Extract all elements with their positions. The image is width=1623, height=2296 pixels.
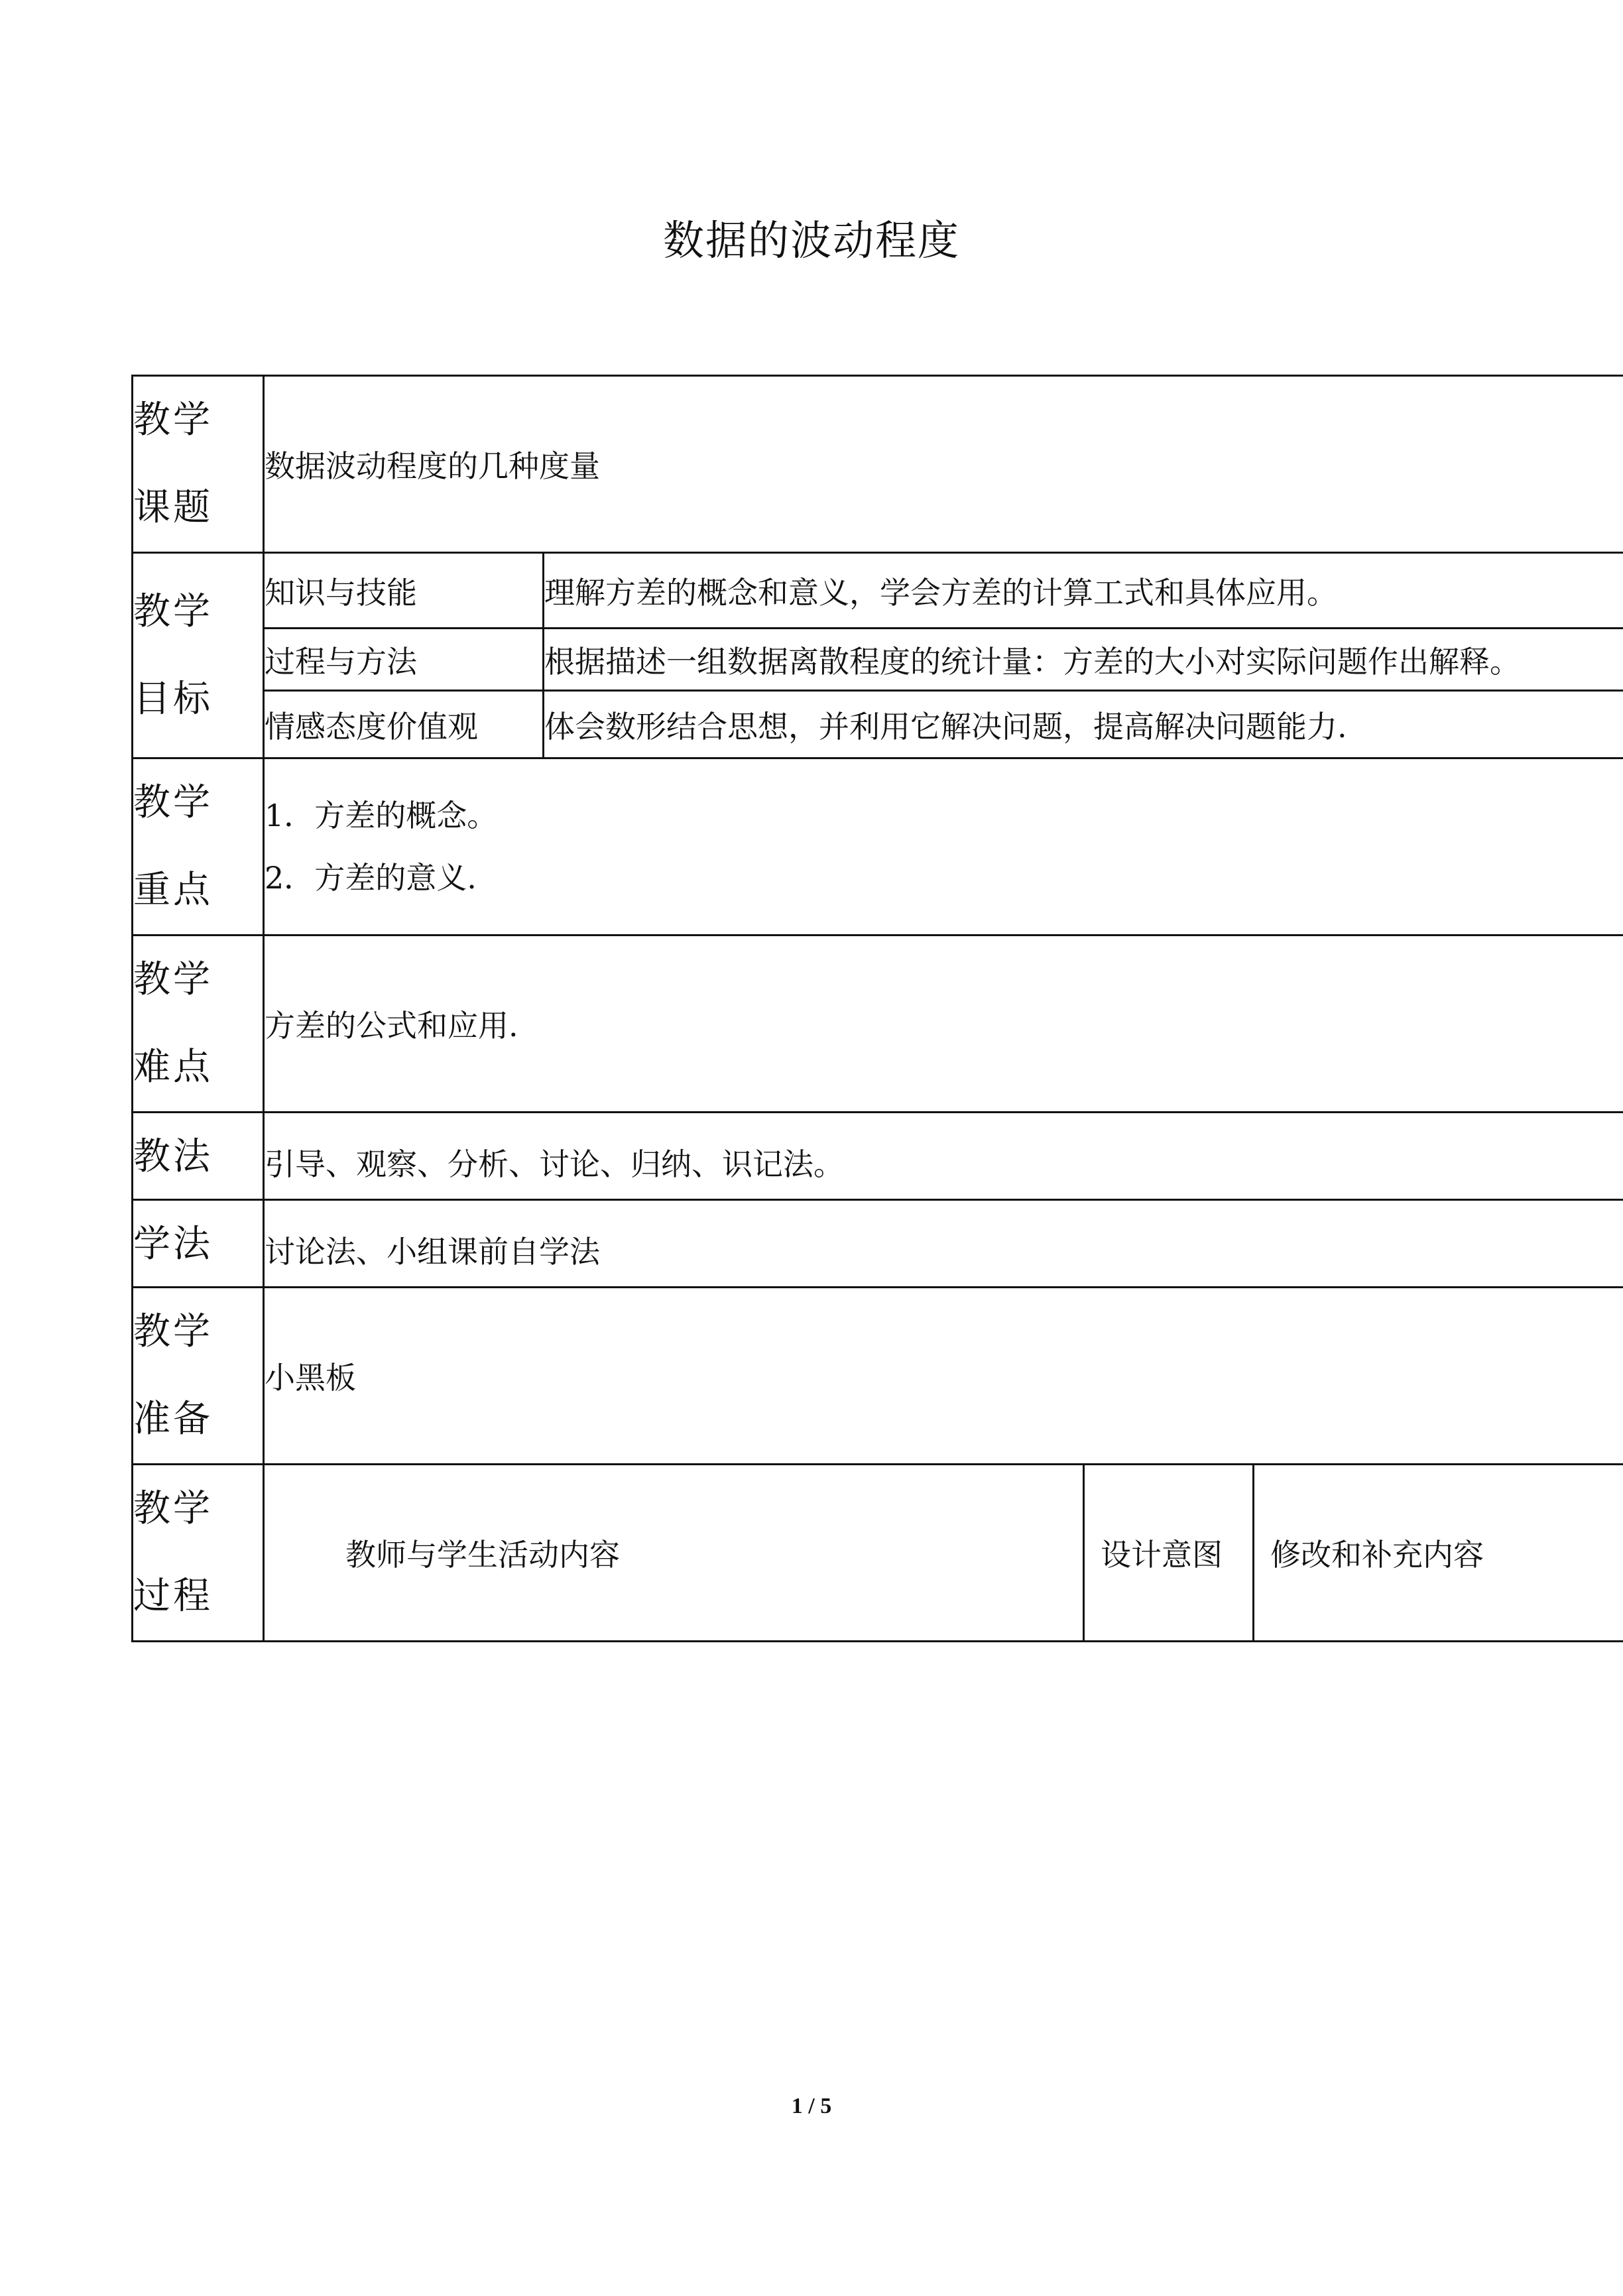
lesson-plan-table	[131, 375, 1623, 1642]
difficulties-label	[133, 936, 264, 1113]
goals-label-line2: 目标	[133, 677, 213, 721]
key-points-label	[133, 758, 264, 936]
key-points-row	[133, 758, 1623, 936]
topic-label-line2: 课题	[133, 486, 213, 529]
process-intent-header: 设计意图	[1084, 1465, 1254, 1642]
process-revision-header: 修改和补充内容	[1254, 1465, 1623, 1642]
goal-text-knowledge: 理解方差的概念和意义，学会方差的计算工式和具体应用。	[544, 553, 1623, 629]
key-point-item: 1．方差的概念。	[265, 798, 498, 833]
learning-method-label: 学法	[133, 1200, 264, 1288]
goal-row-attitude	[133, 691, 1623, 758]
preparation-label-line1: 教学	[133, 1310, 213, 1353]
teaching-method-row	[133, 1113, 1623, 1200]
key-points-label-line1: 教学	[133, 781, 213, 824]
process-row	[133, 1465, 1623, 1642]
difficulties-label-line1: 教学	[133, 958, 213, 1001]
key-points-label-line2: 重点	[133, 869, 213, 912]
topic-label	[133, 376, 264, 553]
process-activity-header: 教师与学生活动内容	[264, 1465, 1084, 1642]
topic-content: 数据波动程度的几种度量	[264, 376, 1623, 553]
preparation-row	[133, 1288, 1623, 1465]
difficulties-row	[133, 936, 1623, 1113]
learning-method-row	[133, 1200, 1623, 1288]
goal-name-knowledge: 知识与技能	[264, 553, 544, 629]
page-title: 数据的波动程度	[662, 216, 960, 265]
goal-row-process	[133, 629, 1623, 691]
goal-name-process: 过程与方法	[264, 629, 544, 691]
preparation-content: 小黑板	[264, 1288, 1623, 1465]
difficulties-label-line2: 难点	[133, 1046, 213, 1089]
teaching-method-content: 引导、观察、分析、讨论、归纳、识记法。	[264, 1113, 1623, 1200]
process-label	[133, 1465, 264, 1642]
goals-label-line1: 教学	[133, 589, 213, 633]
preparation-label-line2: 准备	[133, 1398, 213, 1441]
goal-row-knowledge	[133, 553, 1623, 629]
goal-text-process: 根据描述一组数据离散程度的统计量：方差的大小对实际问题作出解释。	[544, 629, 1623, 691]
goal-text-attitude: 体会数形结合思想，并利用它解决问题，提高解决问题能力.	[544, 691, 1623, 758]
page-number: 1 / 5	[791, 2094, 832, 2118]
topic-row	[133, 376, 1623, 553]
preparation-label	[133, 1288, 264, 1465]
process-label-line2: 过程	[133, 1575, 213, 1618]
key-point-item: 2．方差的意义.	[265, 860, 477, 896]
learning-method-content: 讨论法、小组课前自学法	[264, 1200, 1623, 1288]
teaching-method-label: 教法	[133, 1113, 264, 1200]
topic-label-line1: 教学	[133, 398, 213, 442]
goal-name-attitude: 情感态度价值观	[264, 691, 544, 758]
difficulties-content: 方差的公式和应用.	[264, 936, 1623, 1113]
process-label-line1: 教学	[133, 1487, 213, 1530]
key-points-content	[264, 758, 1623, 936]
goals-label	[133, 553, 264, 758]
